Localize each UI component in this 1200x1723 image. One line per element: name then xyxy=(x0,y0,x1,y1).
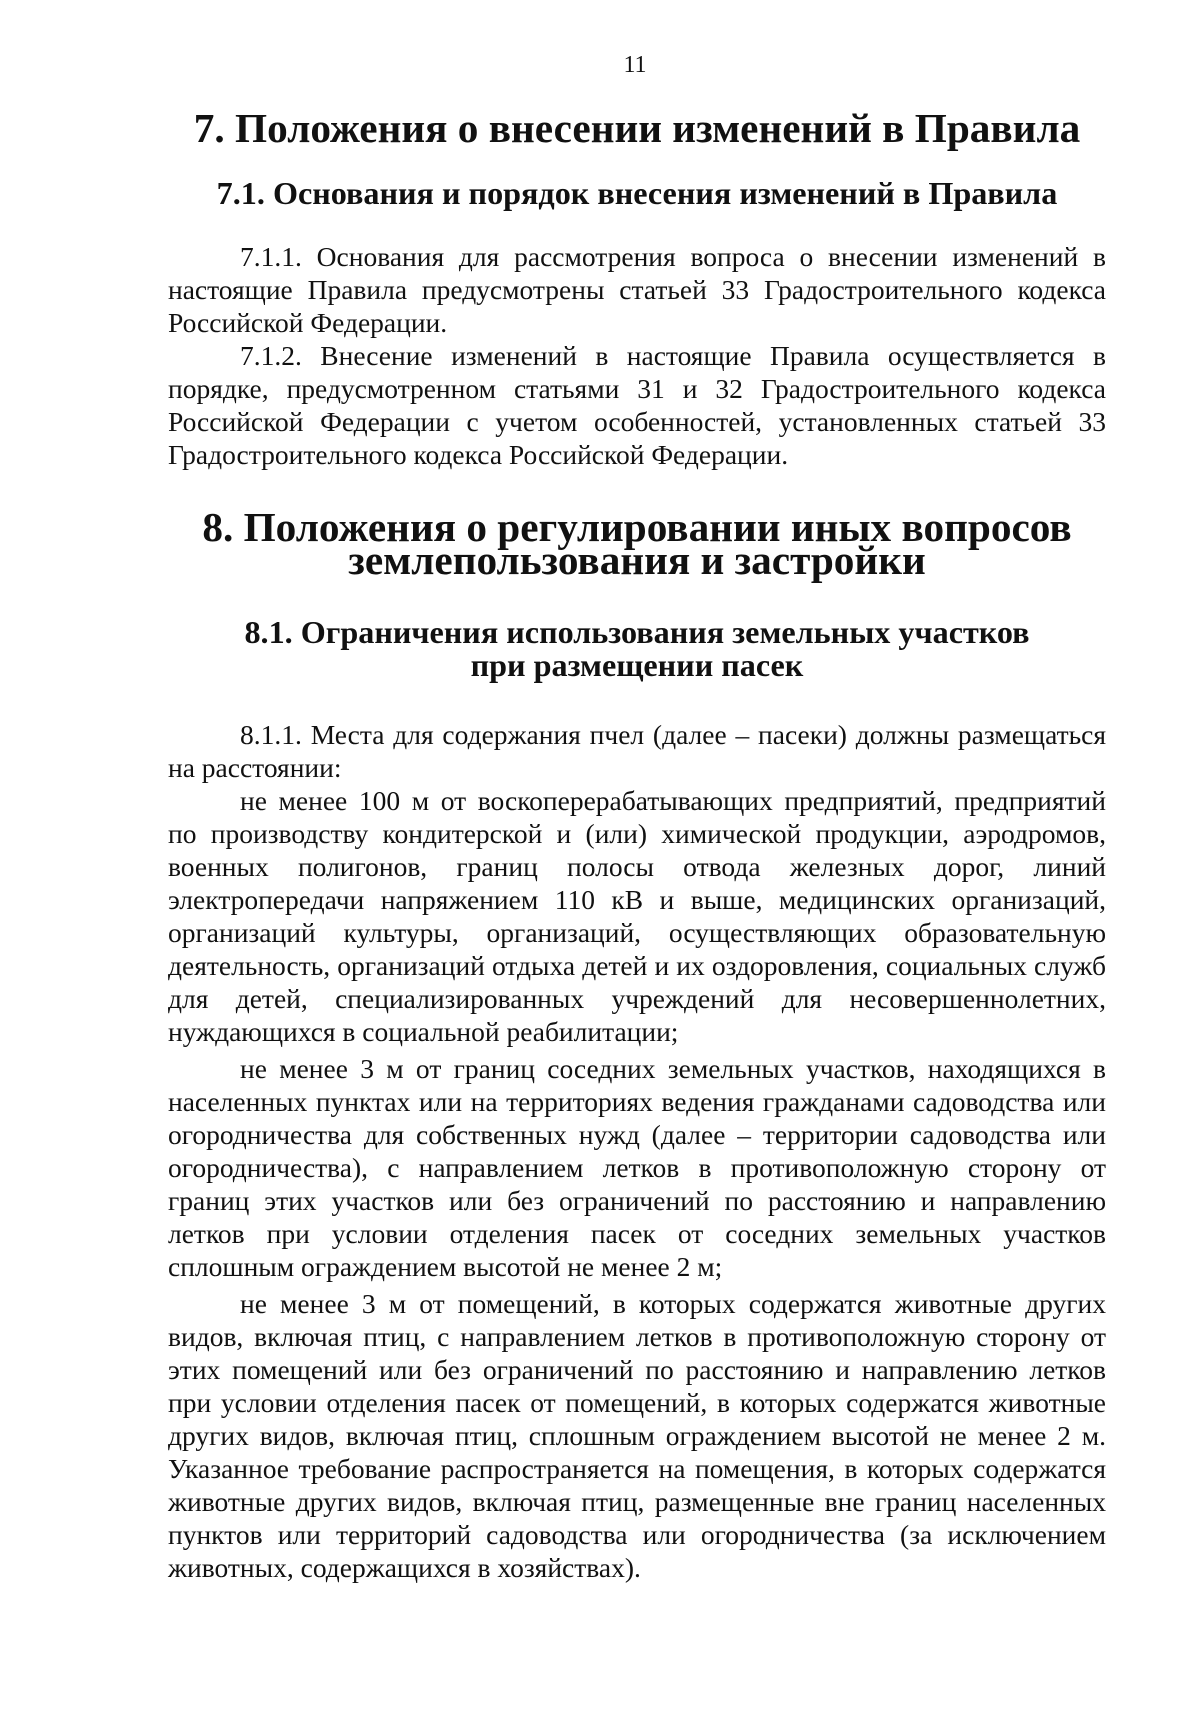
section-7-title: 7. Положения о внесении изменений в Правила xyxy=(193,105,1081,151)
section-7-1-title: 7.1. Основания и порядок внесения изменений в Правила xyxy=(216,175,1058,211)
section-8-1-title-line-2: при размещении пасек xyxy=(470,647,804,683)
section-8-title-line-2: землепользования и застройки xyxy=(348,537,926,583)
paragraph-distance-3m-plots: не менее 3 м от границ соседних земельных участков, находящихся в населенных пунктах или на территориях ведения гражданами садоводства или огородничества для собственных нужд (далее – территории садоводства или огородничества), с направлением летков в противоположную сторону от границ этих участков или без ограничений по расстоянию и направлению летков при условии отделения пасек от соседних земельных участков сплошным ограждением высотой не менее 2 м; xyxy=(168,1053,1106,1282)
section-8-title-line-1: 8. Положения о регулировании иных вопросов xyxy=(202,504,1072,550)
paragraph-7-1-1: 7.1.1. Основания для рассмотрения вопроса о внесении изменений в настоящие Правила предусмотрены статьей 33 Градостроительного кодекса Российской Федерации. xyxy=(168,241,1106,338)
section-8-1-title xyxy=(168,616,1106,682)
section-8-title xyxy=(168,504,1106,583)
section-8-1-title-line-1: 8.1. Ограничения использования земельных участков xyxy=(244,614,1030,650)
document-body xyxy=(168,105,1106,1584)
paragraph-distance-100m: не менее 100 м от воскоперерабатывающих предприятий, предприятий по производству кондитерской и (или) химической продукции, аэродромов, военных полигонов, границ полосы отвода железных дорог, линий электропередачи напряжением 110 кВ и выше, медицинских организаций, организаций культуры, организаций, осуществляющих образовательную деятельность, организаций отдыха детей и их оздоровления, социальных служб для детей, специализированных учреждений для несовершеннолетних, нуждающихся в социальной реабилитации; xyxy=(168,785,1106,1047)
paragraph-distance-3m-premises: не менее 3 м от помещений, в которых содержатся животные других видов, включая птиц, с направлением летков в противоположную сторону от этих помещений или без ограничений по расстоянию и направлению летков при условии отделения пасек от помещений, в которых содержатся животные других видов, включая птиц, сплошным ограждением высотой не менее 2 м. Указанное требование распространяется на помещения, в которых содержатся животные других видов, включая птиц, размещенные вне границ населенных пунктов или территорий садоводства или огородничества (за исключением животных, содержащихся в хозяйствах). xyxy=(168,1288,1106,1583)
paragraph-7-1-2: 7.1.2. Внесение изменений в настоящие Правила осуществляется в порядке, предусмотренном статьями 31 и 32 Градостроительного кодекса Российской Федерации с учетом особенностей, установленных статьей 33 Градостроительного кодекса Российской Федерации. xyxy=(168,340,1106,470)
page-number: 11 xyxy=(623,52,647,78)
paragraph-8-1-1: 8.1.1. Места для содержания пчел (далее – пасеки) должны размещаться на расстоянии: xyxy=(168,719,1106,783)
